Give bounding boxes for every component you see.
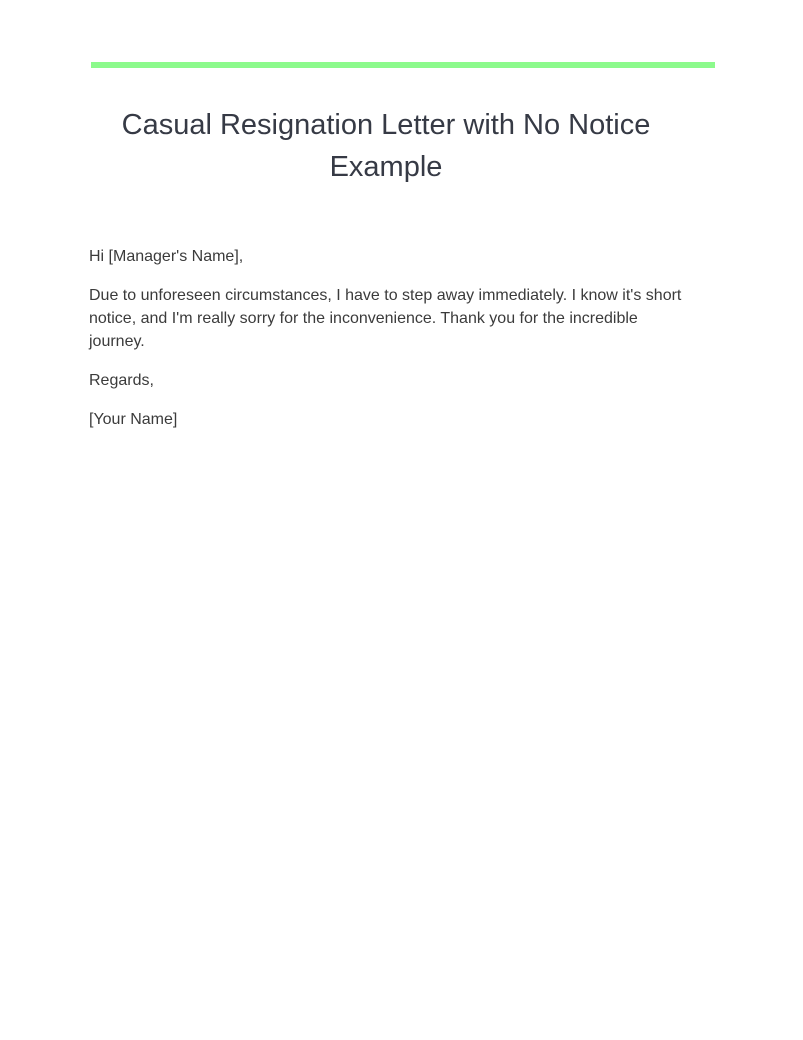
letter-body	[89, 245, 689, 447]
letter-paragraph: Due to unforeseen circumstances, I have to step away immediately. I know it's short notice, and I'm really sorry for the inconvenience. Thank you for the incredible journey.	[89, 287, 682, 350]
letter-closing: Regards,	[89, 372, 154, 389]
letter-greeting: Hi [Manager's Name],	[89, 248, 244, 265]
page-title: Casual Resignation Letter with No Notice Example	[121, 109, 651, 183]
letter-signature: [Your Name]	[89, 411, 178, 428]
accent-bar	[91, 62, 715, 68]
